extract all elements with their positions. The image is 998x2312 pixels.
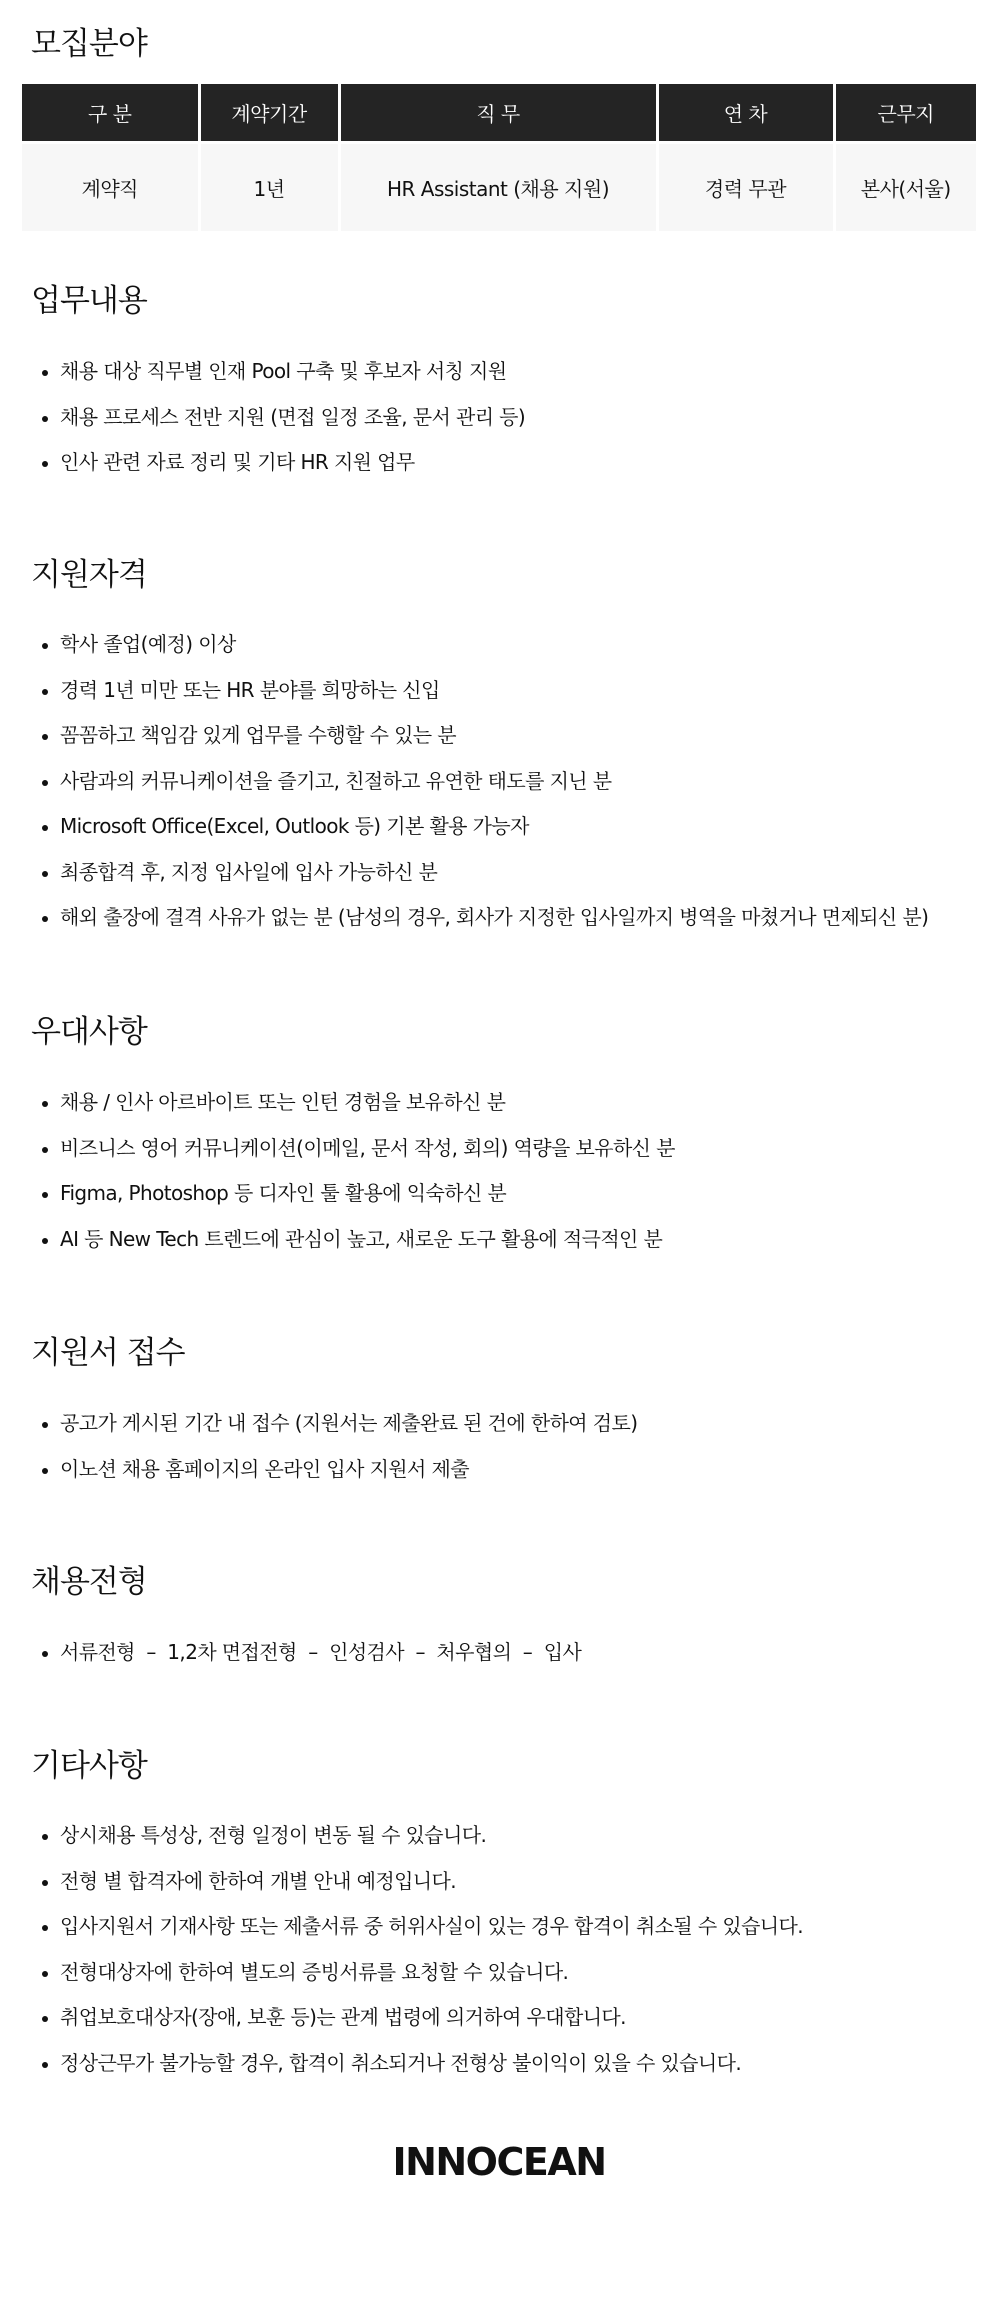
innocean-logo-mark bbox=[389, 2138, 609, 2182]
list-item: 정상근무가 불가능할 경우, 합격이 취소되거나 전형상 불이익이 있을 수 있습니다. bbox=[38, 2041, 803, 2087]
list-item: 이노션 채용 홈페이지의 온라인 입사 지원서 제출 bbox=[38, 1447, 637, 1493]
list-item: 전형대상자에 한하여 별도의 증빙서류를 요청할 수 있습니다. bbox=[38, 1950, 803, 1996]
cell-contract-period: 1년 bbox=[199, 143, 339, 232]
list-item: 채용 대상 직무별 인재 Pool 구축 및 후보자 서칭 지원 bbox=[38, 349, 525, 395]
header-location: 근무지 bbox=[834, 84, 976, 143]
process-title: 채용전형 bbox=[31, 1564, 147, 1600]
header-job: 직 무 bbox=[339, 84, 657, 143]
logo-text: INNOCEAN bbox=[392, 2140, 606, 2182]
header-contract-period: 계약기간 bbox=[199, 84, 339, 143]
list-item: 인사 관련 자료 정리 및 기타 HR 지원 업무 bbox=[38, 440, 525, 486]
preferred-list bbox=[38, 1080, 675, 1262]
list-item: 사람과의 커뮤니케이션을 즐기고, 친절하고 유연한 태도를 지닌 분 bbox=[38, 759, 928, 805]
innocean-logo bbox=[0, 2138, 998, 2186]
cell-location: 본사(서울) bbox=[834, 143, 976, 232]
list-item: 최종합격 후, 지정 입사일에 입사 가능하신 분 bbox=[38, 850, 928, 896]
list-item: 상시채용 특성상, 전형 일정이 변동 될 수 있습니다. bbox=[38, 1813, 803, 1859]
list-item: 취업보호대상자(장애, 보훈 등)는 관계 법령에 의거하여 우대합니다. bbox=[38, 1995, 803, 2041]
application-list bbox=[38, 1401, 637, 1492]
list-item: 학사 졸업(예정) 이상 bbox=[38, 622, 928, 668]
qualifications-title: 지원자격 bbox=[31, 557, 147, 593]
header-experience: 연 차 bbox=[657, 84, 834, 143]
qualifications-list bbox=[38, 622, 928, 941]
duties-title: 업무내용 bbox=[31, 283, 147, 319]
etc-title: 기타사항 bbox=[31, 1748, 147, 1784]
list-item: 꼼꼼하고 책임감 있게 업무를 수행할 수 있는 분 bbox=[38, 713, 928, 759]
list-item: 경력 1년 미만 또는 HR 분야를 희망하는 신입 bbox=[38, 668, 928, 714]
table-header-row bbox=[22, 84, 976, 143]
list-item: 채용 / 인사 아르바이트 또는 인턴 경험을 보유하신 분 bbox=[38, 1080, 675, 1126]
list-item: 공고가 게시된 기간 내 접수 (지원서는 제출완료 된 건에 한하여 검토) bbox=[38, 1401, 637, 1447]
list-item: 해외 출장에 결격 사유가 없는 분 (남성의 경우, 회사가 지정한 입사일까지 병역을 마쳤거나 면제되신 분) bbox=[38, 895, 928, 941]
table-row bbox=[22, 143, 976, 232]
cell-job: HR Assistant (채용 지원) bbox=[339, 143, 657, 232]
preferred-title: 우대사항 bbox=[31, 1014, 147, 1050]
duties-list bbox=[38, 349, 525, 486]
header-category: 구 분 bbox=[22, 84, 199, 143]
recruit-field-table bbox=[22, 84, 976, 231]
list-item: 서류전형 – 1,2차 면접전형 – 인성검사 – 처우협의 – 입사 bbox=[38, 1630, 581, 1676]
list-item: AI 등 New Tech 트렌드에 관심이 높고, 새로운 도구 활용에 적극적인 분 bbox=[38, 1217, 675, 1263]
list-item: Microsoft Office(Excel, Outlook 등) 기본 활용 가능자 bbox=[38, 804, 928, 850]
recruit-field-title: 모집분야 bbox=[31, 26, 147, 62]
list-item: 채용 프로세스 전반 지원 (면접 일정 조율, 문서 관리 등) bbox=[38, 395, 525, 441]
list-item: 입사지원서 기재사항 또는 제출서류 중 허위사실이 있는 경우 합격이 취소될 수 있습니다. bbox=[38, 1904, 803, 1950]
cell-category: 계약직 bbox=[22, 143, 199, 232]
list-item: Figma, Photoshop 등 디자인 툴 활용에 익숙하신 분 bbox=[38, 1171, 675, 1217]
application-title: 지원서 접수 bbox=[31, 1335, 185, 1371]
etc-list bbox=[38, 1813, 803, 2086]
process-list bbox=[38, 1630, 581, 1676]
list-item: 전형 별 합격자에 한하여 개별 안내 예정입니다. bbox=[38, 1859, 803, 1905]
list-item: 비즈니스 영어 커뮤니케이션(이메일, 문서 작성, 회의) 역량을 보유하신 분 bbox=[38, 1126, 675, 1172]
cell-experience: 경력 무관 bbox=[657, 143, 834, 232]
